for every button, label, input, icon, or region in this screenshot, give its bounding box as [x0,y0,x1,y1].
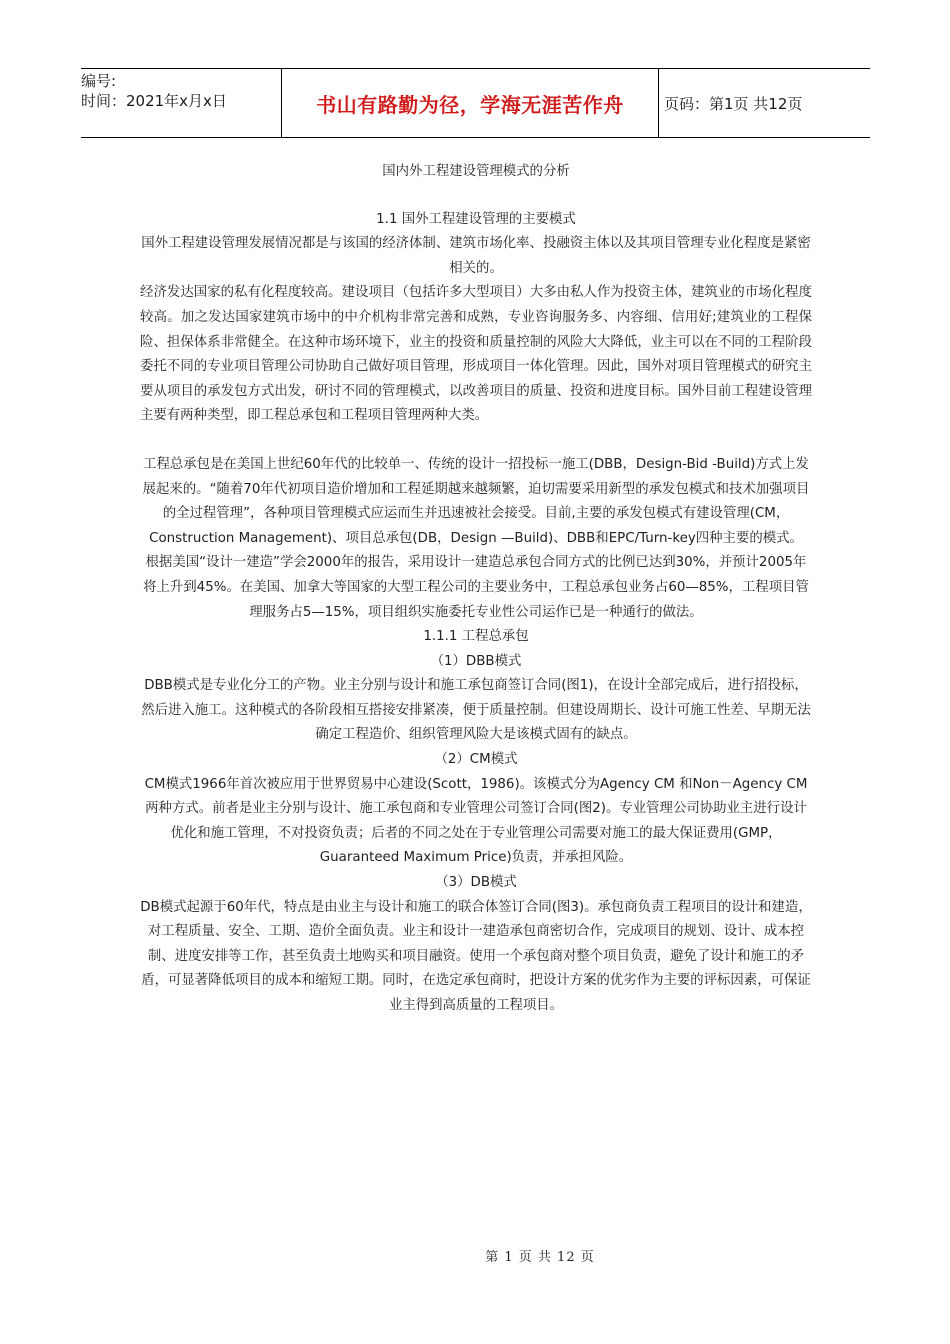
subheading-cm: （2）CM模式 [434,752,518,768]
slogan-text: 书山有路勤为径，学海无涯苦作舟 [316,92,624,117]
header-info-cell [81,69,281,139]
blank-line [140,429,812,453]
section-heading-1-1: 1.1 国外工程建设管理的主要模式 [376,211,576,227]
paragraph-dbb: DBB模式是专业化分工的产物。业主分别与设计和施工承包商签订合同(图1)，在设计全部完成后，进行招投标，然后进入施工。这种模式的各阶段相互搭接安排紧凑，便于质量控制。但建设周期长、设计可施工性差、早期无法确定工程造价、组织管理风险大是该模式固有的缺点。 [141,678,811,743]
doc-number-label: 编号: [81,72,117,90]
header-slogan-cell [281,69,659,137]
document-title: 国内外工程建设管理模式的分析 [382,164,570,179]
subheading-db: （3）DB模式 [435,875,517,891]
page-footer: 第 1 页 共 12 页 [485,1250,595,1265]
paragraph-cm: CM模式1966年首次被应用于世界贸易中心建设(Scott，1986)。该模式分为Agency CM 和Non－Agency CM两种方式。前者是业主分别与设计、施工承包商和专业管理公司签订合同(图2)。专业管理公司协助业主进行设计优化和施工管理，不对投资负责；后者的不同之处在于专业管理公司需要对施工的最大保证费用(GMP，Guaranteed Maximum Price)负责，并承担风险。 [144,776,808,866]
paragraph-db: DB模式起源于60年代，特点是由业主与设计和施工的联合体签订合同(图3)。承包商负责工程项目的设计和建造，对工程质量、安全、工期、造价全面负责。业主和设计一建造承包商密切合作，完成项目的规划、设计、成本控制、进度安排等工作，甚至负责土地购买和项目融资。使用一个承包商对整个项目负责，避免了设计和施工的矛盾，可显著降低项目的成本和缩短工期。同时，在选定承包商时，把设计方案的优劣作为主要的评标因素，可保证业主得到高质量的工程项目。 [140,899,812,1013]
section-heading-1-1-1: 1.1.1 工程总承包 [423,629,529,645]
header-page-cell [658,69,876,137]
subheading-dbb: （1）DBB模式 [430,653,522,669]
paragraph-report: 根据美国“设计一建造”学会2000年的报告，采用设计一建造总承包合同方式的比例已达到30%，并预计2005年将上升到45%。在美国、加拿大等国家的大型工程公司的主要业务中，工程总承包业务占60—85%，工程项目管理服务占5—15%，项目组织实施委托专业性公司运作已是一种通行的做法。 [143,555,809,620]
paragraph-economy: 经济发达国家的私有化程度较高。建设项目（包括许多大型项目）大多由私人作为投资主体，建筑业的市场化程度较高。加之发达国家建筑市场中的中介机构非常完善和成熟，专业咨询服务多、内容细、信用好;建筑业的工程保险、担保体系非常健全。在这种市场环境下，业主的投资和质量控制的风险大大降低，业主可以在不同的工程阶段委托不同的专业项目管理公司协助自己做好项目管理，形成项目一体化管理。因此，国外对项目管理模式的研究主要从项目的承发包方式出发，研讨不同的管理模式，以改善项目的质量、投资和进度目标。国外目前工程建设管理主要有两种类型，即工程总承包和工程项目管理两种大类。 [140,285,812,424]
paragraph-intro: 国外工程建设管理发展情况都是与该国的经济体制、建筑市场化率、投融资主体以及其项目管理专业化程度是紧密相关的。 [141,236,811,276]
paragraph-general-contracting: 工程总承包是在美国上世纪60年代的比较单一、传统的设计一招投标一施工(DBB，Design-Bid -Build)方式上发展起来的。“随着70年代初项目造价增加和工程延期越来越频繁，迫切需要采用新型的承发包模式和技术加强项目的全过程管理”，各种项目管理模式应运而生并迅速被社会接受。目前,主要的承发包模式有建设管理(CM，Construction Management)、项目总承包(DB，Design —Build)、DBB和EPC/Turn-key四种主要的模式。 [142,456,810,546]
doc-time-label: 时间：2021年x月x日 [81,92,227,110]
header-page-number: 页码：第1页 共12页 [664,94,803,113]
page-header [81,68,870,138]
document-body [140,160,812,1019]
